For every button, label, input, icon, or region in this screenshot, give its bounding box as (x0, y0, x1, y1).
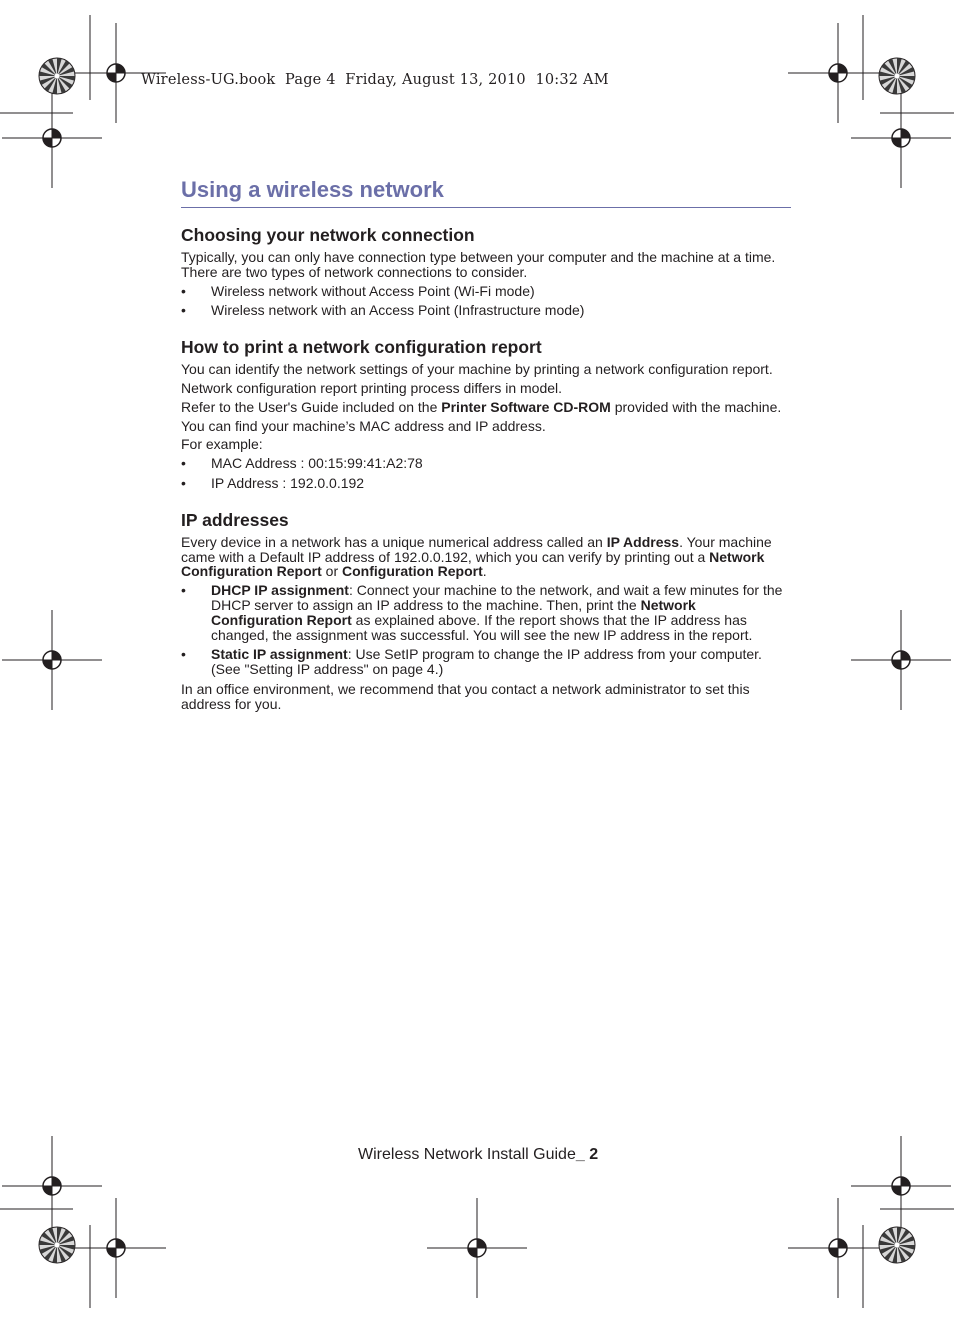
registration-target-icon (851, 1136, 951, 1236)
list-item: • IP Address : 192.0.0.192 (181, 476, 791, 491)
report-p4: You can find your machine’s MAC address and IP address. (181, 417, 546, 434)
registration-target-icon (2, 1136, 102, 1236)
registration-target-icon (851, 88, 951, 188)
registration-target-icon (851, 610, 951, 710)
ip-closing: In an office environment, we recommend that you contact a network administrator to set this address for you. (181, 680, 750, 712)
choosing-intro: Typically, you can only have connection type between your computer and the machine at a time. There are two types of network connections to consider. (181, 249, 776, 280)
ip-list (181, 583, 791, 677)
report-p5: For example: (181, 436, 263, 453)
report-list (181, 456, 791, 491)
registration-target-icon (427, 1198, 527, 1298)
page-number: 2 (589, 1146, 599, 1163)
list-item: • MAC Address : 00:15:99:41:A2:78 (181, 456, 791, 471)
registration-target-icon (788, 1198, 888, 1298)
report-p2: Network configuration report printing process differs in model. (181, 379, 563, 396)
star-wheel-icon (879, 58, 915, 94)
page-footer: Wireless Network Install Guide_ 2 (358, 1146, 599, 1163)
list-item: • Static IP assignment: Use SetIP program to change the IP address from your computer. (See "Setting IP address" on page 4.) (181, 647, 791, 677)
report-p1: You can identify the network settings of your machine by printing a network configuration report. (181, 361, 773, 378)
star-wheel-icon (39, 58, 75, 94)
registration-target-icon (66, 1198, 166, 1298)
registration-target-icon (788, 23, 888, 123)
registration-target-icon (2, 610, 102, 710)
registration-target-icon (2, 88, 102, 188)
star-wheel-icon (39, 1227, 75, 1263)
heading-choosing: Choosing your network connection (181, 225, 475, 245)
print-header: Wireless-UG.book Page 4 Friday, August 13, 2010 10:32 AM (141, 72, 609, 88)
list-item: • DHCP IP assignment: Connect your machine to the network, and wait a few minutes for the DHCP server to assign an IP address to the machine. Then, print the Network Configuration Report as explained above. If the report shows that the IP address has changed, the assignment was successful. You will see the new IP address in the report. (181, 583, 791, 642)
report-p3: Refer to the User's Guide included on the Printer Software CD-ROM provided with the machine. (181, 398, 782, 415)
heading-report: How to print a network configuration report (181, 337, 542, 358)
star-wheel-icon (879, 1227, 915, 1263)
list-item: • Wireless network without Access Point (Wi-Fi mode) (181, 284, 791, 299)
list-item: • Wireless network with an Access Point (Infrastructure mode) (181, 303, 791, 318)
page-title: Using a wireless network (181, 177, 791, 208)
ip-p1: Every device in a network has a unique numerical address called an IP Address. Your machine came with a Default IP address of 192.0.0.192, which you can verify by printing out a Network Configuration Report or Configuration Report. (181, 533, 772, 580)
heading-ip: IP addresses (181, 509, 289, 530)
cd-rom-label: Printer Software CD-ROM (441, 398, 611, 415)
page-content (181, 177, 791, 716)
choosing-list (181, 284, 791, 319)
